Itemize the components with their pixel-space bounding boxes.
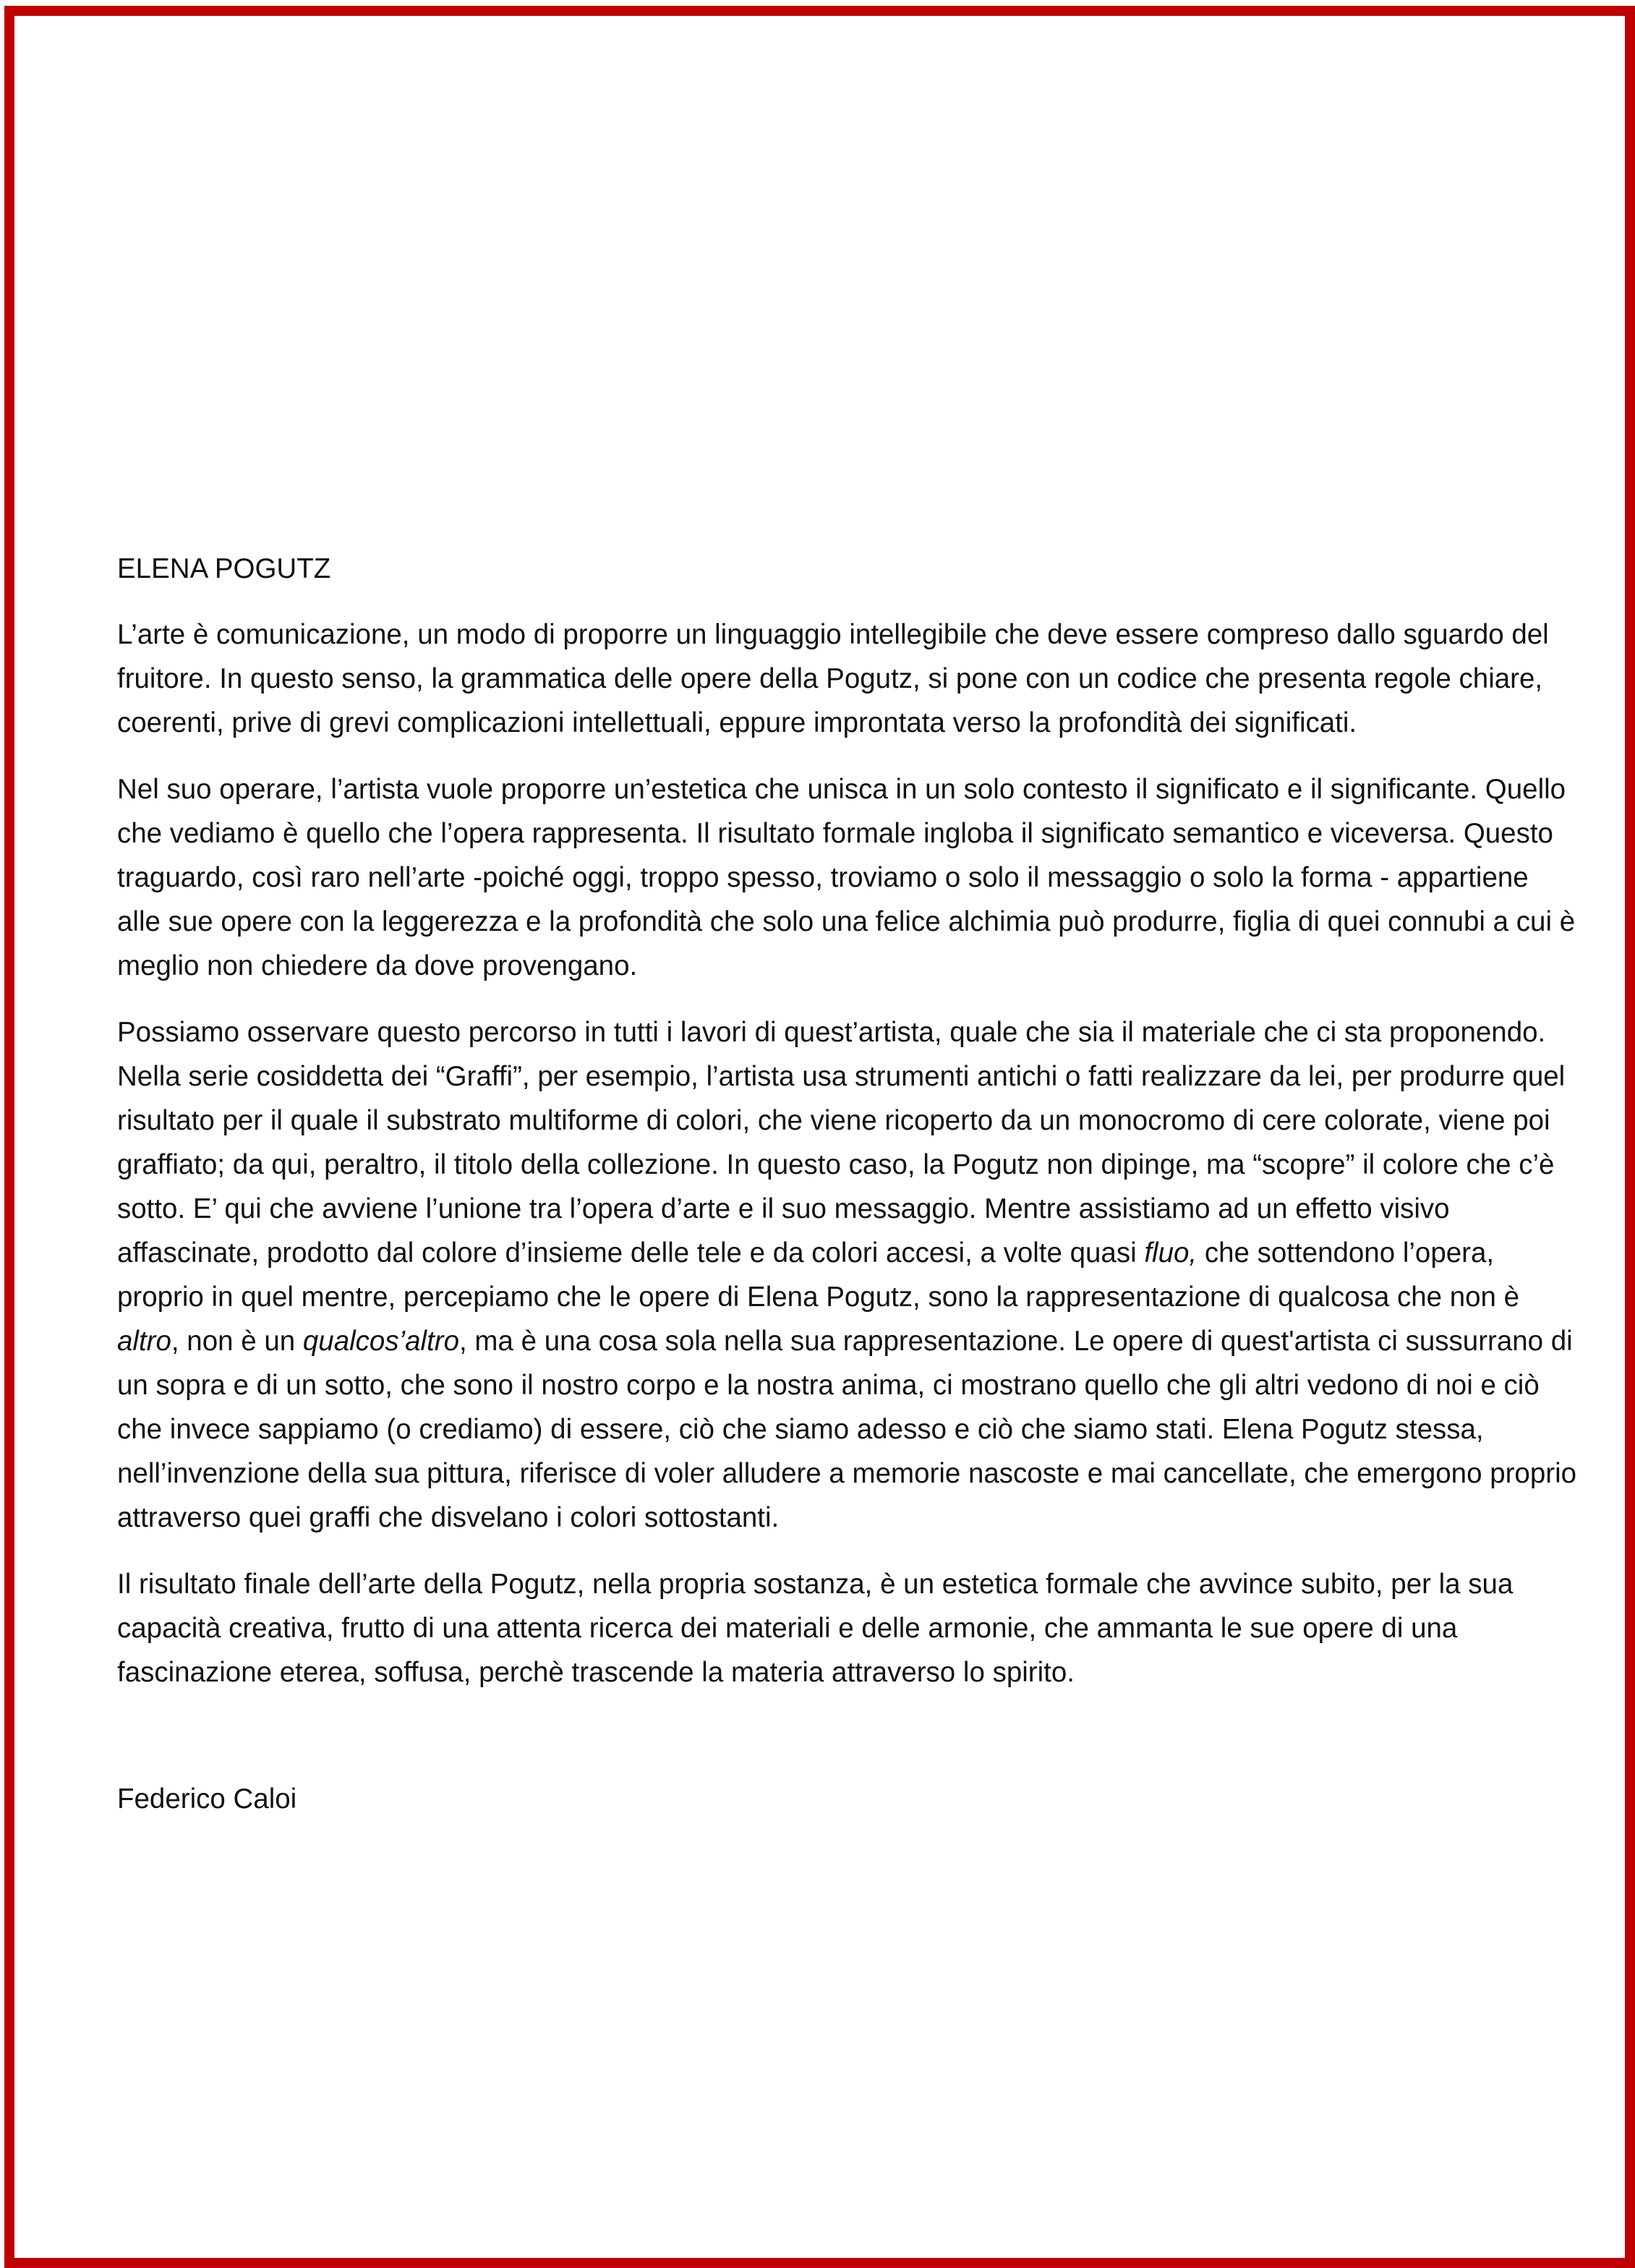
- paragraph-3: [117, 1010, 1578, 1540]
- document-title: ELENA POGUTZ: [117, 553, 331, 584]
- paragraph-2: Nel suo operare, l’artista vuole proporre un’estetica che unisca in un solo contesto il significato e il significante. Quello che vediamo è quello che l’opera rappresenta. Il risultato formale ingloba il significato semantico e viceversa. Questo traguardo, così raro nell’arte -poiché oggi, troppo spesso, troviamo o solo il messaggio o solo la forma - appartiene alle sue opere con la leggerezza e la profondità che solo una felice alchimia può produrre, figlia di quei connubi a cui è meglio non chiedere da dove provengano.: [117, 774, 1576, 981]
- paragraph-1: L’arte è comunicazione, un modo di proporre un linguaggio intellegibile che deve essere compreso dallo sguardo del fruitore. In questo senso, la grammatica delle opere della Pogutz, si pone con un codice che presenta regole chiare, coerenti, prive di grevi complicazioni intellettuali, eppure improntata verso la profondità dei significati.: [117, 619, 1549, 738]
- paragraph-3-text-c: , non è un: [171, 1326, 303, 1357]
- paragraph-3-text-a: Possiamo osservare questo percorso in tutti i lavori di quest’artista, quale che sia il materiale che ci sta proponendo. Nella serie cosiddetta dei “Graffi”, per esempio, l’artista usa strumenti antichi o fatti realizzare da lei, per produrre quel risultato per il quale il substrato multiforme di colori, che viene ricoperto da un monocromo di cere colorate, viene poi graffiato; da qui, peraltro, il titolo della collezione. In questo caso, la Pogutz non dipinge, ma “scopre” il colore che c’è sotto. E’ qui che avviene l’unione tra l’opera d’arte e il suo messaggio. Mentre assistiamo ad un effetto visivo affascinate, prodotto dal colore d’insieme delle tele e da colori accesi, a volte quasi: [117, 1017, 1566, 1269]
- paragraph-3-text-d: , ma è una cosa sola nella sua rappresentazione. Le opere di quest'artista ci sussurrano di un sopra e di un sotto, che sono il nostro corpo e la nostra anima, ci mostrano quello che gli altri vedono di noi e ciò che invece sappiamo (o crediamo) di essere, ciò che siamo adesso e ciò che siamo stati. Elena Pogutz stessa, nell’invenzione della sua pittura, riferisce di voler alludere a memorie nascoste e mai cancellate, che emergono proprio attraverso quei graffi che disvelano i colori sottostanti.: [117, 1326, 1577, 1533]
- page-border-frame: [4, 6, 1635, 2268]
- paragraph-3-text-b: che sottendono l’opera, proprio in quel mentre, percepiamo che le opere di Elena Pogutz, sono la rappresentazione di qualcosa che non è: [117, 1237, 1520, 1313]
- author-signature: Federico Caloi: [117, 1783, 297, 1815]
- document-body: [117, 547, 1578, 1821]
- emphasis-fluo: fluo,: [1144, 1237, 1198, 1269]
- emphasis-qualcosaltro: qualcos’altro: [302, 1326, 460, 1357]
- emphasis-altro: altro: [117, 1326, 171, 1357]
- paragraph-4: Il risultato finale dell’arte della Pogutz, nella propria sostanza, è un estetica formale che avvince subito, per la sua capacità creativa, frutto di una attenta ricerca dei materiali e delle armonie, che ammanta le sue opere di una fascinazione eterea, soffusa, perchè trascende la materia attraverso lo spirito.: [117, 1569, 1514, 1688]
